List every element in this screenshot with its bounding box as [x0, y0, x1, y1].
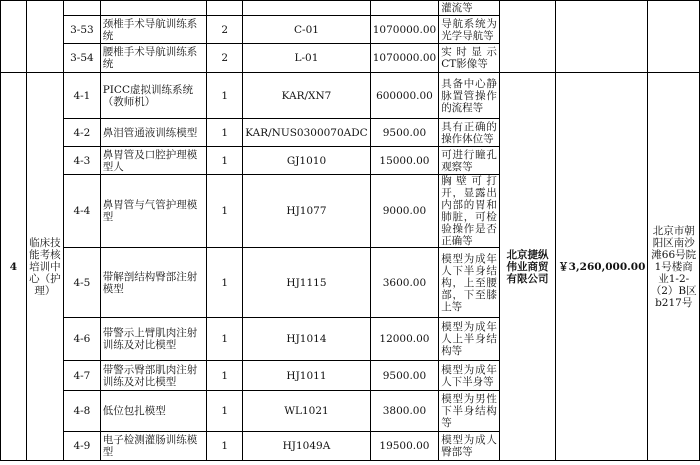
item-model: C-01 [243, 16, 370, 44]
group-number-cell-prev [1, 1, 27, 73]
table-row [1, 73, 700, 119]
item-name [100, 1, 206, 16]
item-number: 4-3 [64, 147, 101, 175]
item-number: 4-9 [64, 432, 101, 461]
item-qty: 1 [207, 432, 243, 461]
item-name: 鼻胃管及口腔护理模型人 [100, 147, 206, 175]
item-name: 带警示臀部肌肉注射训练及对比模型 [100, 361, 206, 391]
group-name-cell-prev [26, 1, 63, 73]
item-qty: 1 [207, 361, 243, 391]
item-qty: 1 [207, 318, 243, 361]
item-price: 1070000.00 [370, 16, 438, 44]
item-name: 鼻泪管通液训练模型 [100, 119, 206, 147]
item-feature: 模型为成年人上半身结构等 [439, 318, 500, 361]
item-feature: 具备中心静脉置管操作的流程等 [439, 73, 500, 119]
supplier-address: 北京市朝阳区南沙滩66号院1号楼商业1-2-（2）B区b217号 [648, 73, 700, 461]
item-price [370, 1, 438, 16]
item-number: 4-2 [64, 119, 101, 147]
item-qty: 1 [207, 248, 243, 318]
item-price: 9500.00 [370, 361, 438, 391]
item-model: WL1021 [243, 391, 370, 432]
item-name: 低位包扎模型 [100, 391, 206, 432]
item-number [64, 1, 101, 16]
item-price: 15000.00 [370, 147, 438, 175]
company-cell-prev [499, 1, 555, 73]
supplier-company: 北京捷纵伟业商贸有限公司 [499, 73, 555, 461]
item-model: HJ1115 [243, 248, 370, 318]
table-row [1, 1, 700, 16]
item-qty: 1 [207, 119, 243, 147]
item-qty: 1 [207, 147, 243, 175]
item-qty [207, 1, 243, 16]
item-price: 3600.00 [370, 248, 438, 318]
item-model: HJ1049A [243, 432, 370, 461]
item-name: 带解剖结构臀部注射模型 [100, 248, 206, 318]
item-feature: 灌流等 [439, 1, 500, 16]
item-price: 600000.00 [370, 73, 438, 119]
item-model: HJ1014 [243, 318, 370, 361]
item-price: 1070000.00 [370, 44, 438, 73]
item-number: 4-6 [64, 318, 101, 361]
item-model: KAR/XN7 [243, 73, 370, 119]
item-model: HJ1077 [243, 175, 370, 248]
item-name: 颈椎手术导航训练系统 [100, 16, 206, 44]
item-number: 4-1 [64, 73, 101, 119]
item-qty: 2 [207, 44, 243, 73]
item-number: 3-53 [64, 16, 101, 44]
item-feature: 实时显示CT影像等 [439, 44, 500, 73]
item-qty: 1 [207, 175, 243, 248]
item-feature: 模型为成年人下半身结构，上至腰部，下至膝上等 [439, 248, 500, 318]
item-model: L-01 [243, 44, 370, 73]
item-feature: 可进行瞳孔观察等 [439, 147, 500, 175]
item-feature: 模型为男性下半身结构等 [439, 391, 500, 432]
item-model: GJ1010 [243, 147, 370, 175]
item-price: 19500.00 [370, 432, 438, 461]
item-qty: 2 [207, 16, 243, 44]
item-price: 3800.00 [370, 391, 438, 432]
item-number: 3-54 [64, 44, 101, 73]
group-number: 4 [1, 73, 27, 461]
item-name: PICC虚拟训练系统（教师机） [100, 73, 206, 119]
group-name: 临床技能考核培训中心（护理） [26, 73, 63, 461]
item-model: KAR/NUS0300070ADC [243, 119, 370, 147]
item-model: HJ1011 [243, 361, 370, 391]
item-feature: 导航系统为光学导航等 [439, 16, 500, 44]
item-name: 腰椎手术导航训练系统 [100, 44, 206, 73]
item-qty: 1 [207, 73, 243, 119]
address-cell-prev [648, 1, 700, 73]
item-price: 9500.00 [370, 119, 438, 147]
item-price: 9000.00 [370, 175, 438, 248]
item-feature: 胸壁可打开，显露出内部的胃和肺脏，可检验操作是否正确等 [439, 175, 500, 248]
total-cell-prev [556, 1, 648, 73]
item-model [243, 1, 370, 16]
item-number: 4-8 [64, 391, 101, 432]
item-number: 4-5 [64, 248, 101, 318]
item-name: 鼻胃管与气管护理模型 [100, 175, 206, 248]
item-number: 4-7 [64, 361, 101, 391]
item-name: 带警示上臂肌肉注射训练及对比模型 [100, 318, 206, 361]
item-name: 电子检测灌肠训练模型 [100, 432, 206, 461]
total-amount: ￥3,260,000.00 [556, 73, 648, 461]
item-feature: 具有正确的操作体位等 [439, 119, 500, 147]
item-feature: 模型为成人臀部等 [439, 432, 500, 461]
item-number: 4-4 [64, 175, 101, 248]
item-price: 12000.00 [370, 318, 438, 361]
item-feature: 模型为成年人下半身等 [439, 361, 500, 391]
item-qty: 1 [207, 391, 243, 432]
